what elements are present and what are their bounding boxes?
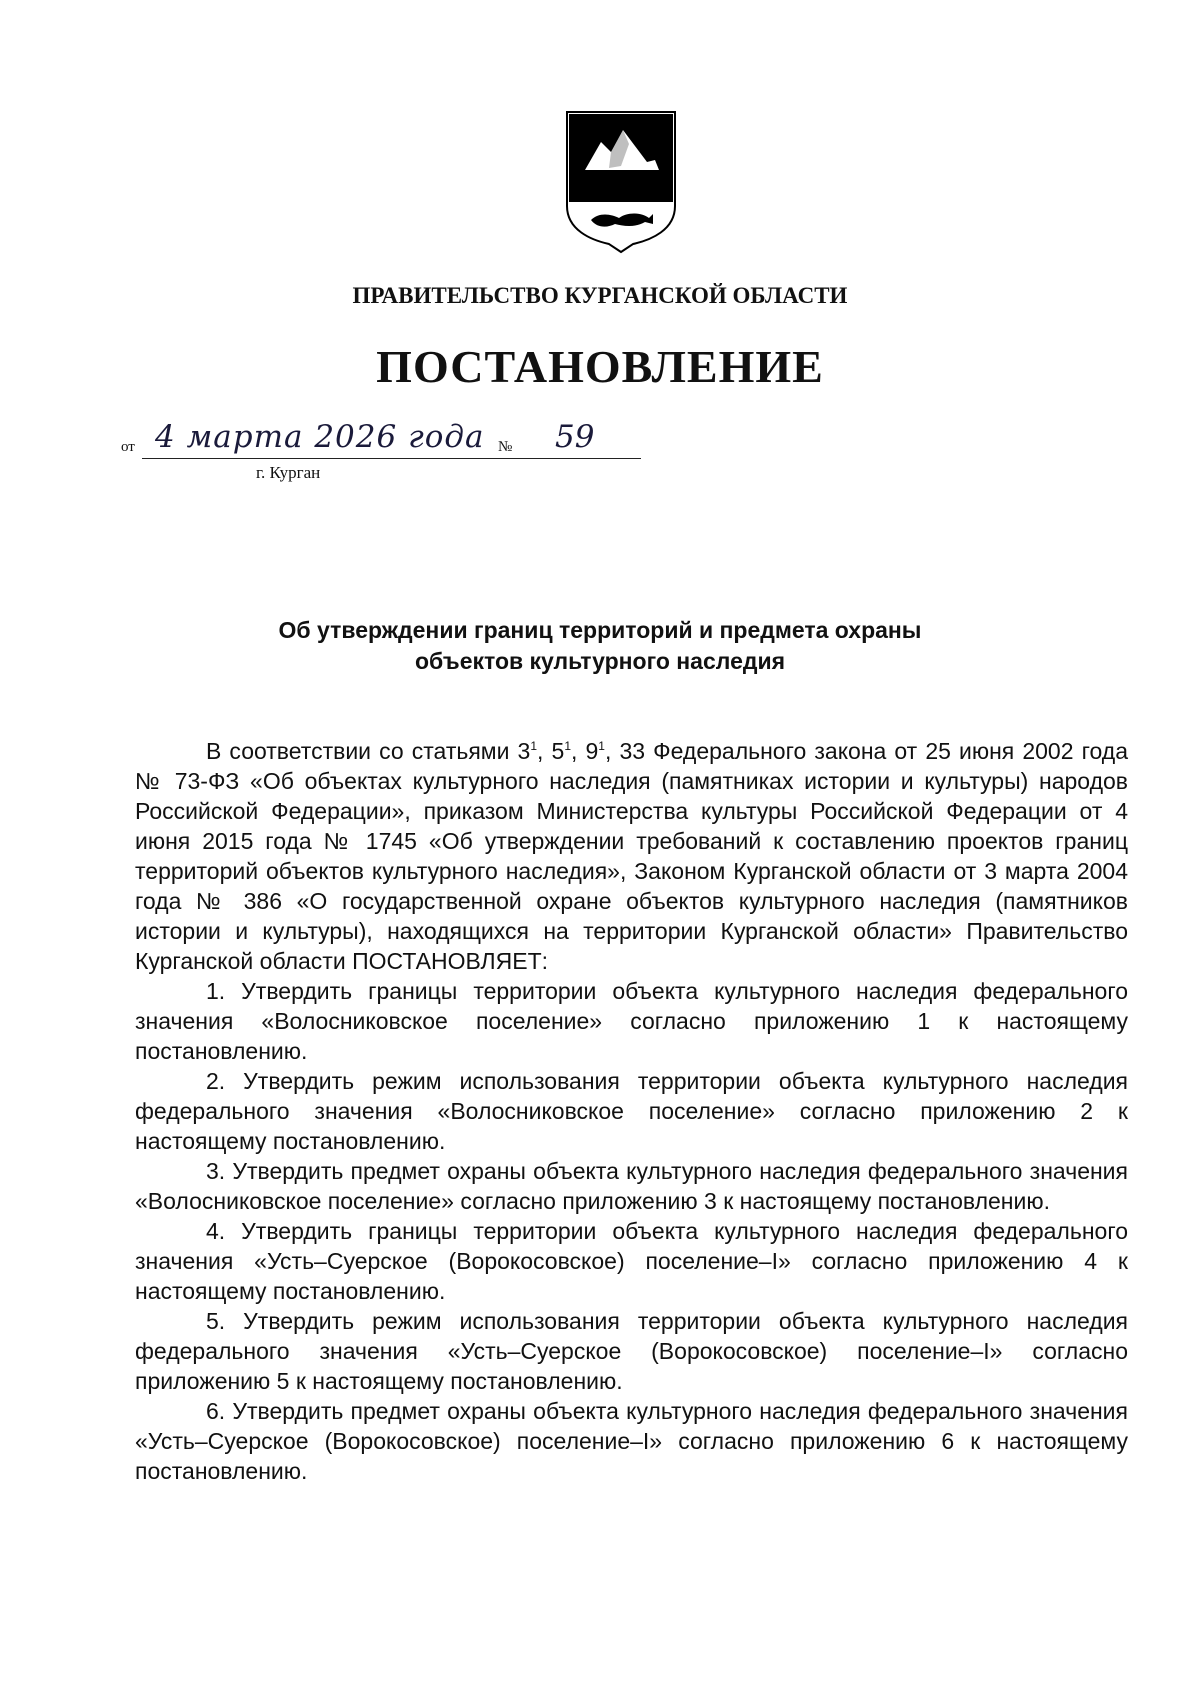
resolution-item-2: 2. Утвердить режим использования территории объекта культурного наследия федерального значения «Волосниковское поселение» согласно приложению 2 к настоящему постановлению. xyxy=(135,1068,1128,1154)
date-prefix-label: от xyxy=(121,439,135,455)
document-subject xyxy=(0,615,1200,677)
resolution-item-5: 5. Утвердить режим использования территории объекта культурного наследия федерального значения «Усть–Суерское (Ворокосовское) поселение–I» согласно приложению 5 к настоящему постановлению. xyxy=(135,1308,1128,1394)
subject-line-1: Об утверждении границ территорий и предмета охраны xyxy=(278,617,922,643)
resolution-item-3: 3. Утвердить предмет охраны объекта культурного наследия федерального значения «Волосниковское поселение» согласно приложению 3 к настоящему постановлению. xyxy=(135,1158,1128,1214)
preamble-paragraph: В соответствии со статьями $3^1$, $5^1$, $9^1$, 33 Федерального закона от 25 июня 2002 года № 73-ФЗ «Об объектах культурного наследия (памятниках истории и культуры) народов Российской Федерации», приказом Министерства культуры Российской Федерации от 4 июня 2015 года № 1745 «Об утверждении требований к составлению проектов границ территорий объектов культурного наследия», Законом Курганской области от 3 марта 2004 года № 386 «О государственной охране объектов культурного наследия (памятников истории и культуры), находящихся на территории Курганской области» Правительство Курганской области ПОСТАНОВЛЯЕТ: xyxy=(135,738,1128,974)
handwritten-number: 59 xyxy=(555,419,595,455)
document-body xyxy=(135,736,1128,1486)
document-meta xyxy=(121,419,641,485)
subject-line-2: объектов культурного наследия xyxy=(414,648,786,674)
number-label: № xyxy=(498,439,513,455)
coat-of-arms-emblem xyxy=(563,108,679,254)
resolution-item-4: 4. Утвердить границы территории объекта культурного наследия федерального значения «Усть–Суерское (Ворокосовское) поселение–I» согласно приложению 4 к настоящему постановлению. xyxy=(135,1218,1128,1304)
government-name: ПРАВИТЕЛЬСТВО КУРГАНСКОЙ ОБЛАСТИ xyxy=(352,283,848,308)
resolution-item-1: 1. Утвердить границы территории объекта культурного наследия федерального значения «Волосниковское поселение» согласно приложению 1 к настоящему постановлению. xyxy=(135,978,1128,1064)
document-type-title: ПОСТАНОВЛЕНИЕ xyxy=(376,341,824,392)
handwritten-date: 4 марта 2026 года xyxy=(155,419,485,455)
resolution-item-6: 6. Утвердить предмет охраны объекта культурного наследия федерального значения «Усть–Суерское (Ворокосовское) поселение–I» согласно приложению 6 к настоящему постановлению. xyxy=(135,1398,1128,1484)
city-label: г. Курган xyxy=(256,463,321,482)
number-underline xyxy=(519,458,641,459)
